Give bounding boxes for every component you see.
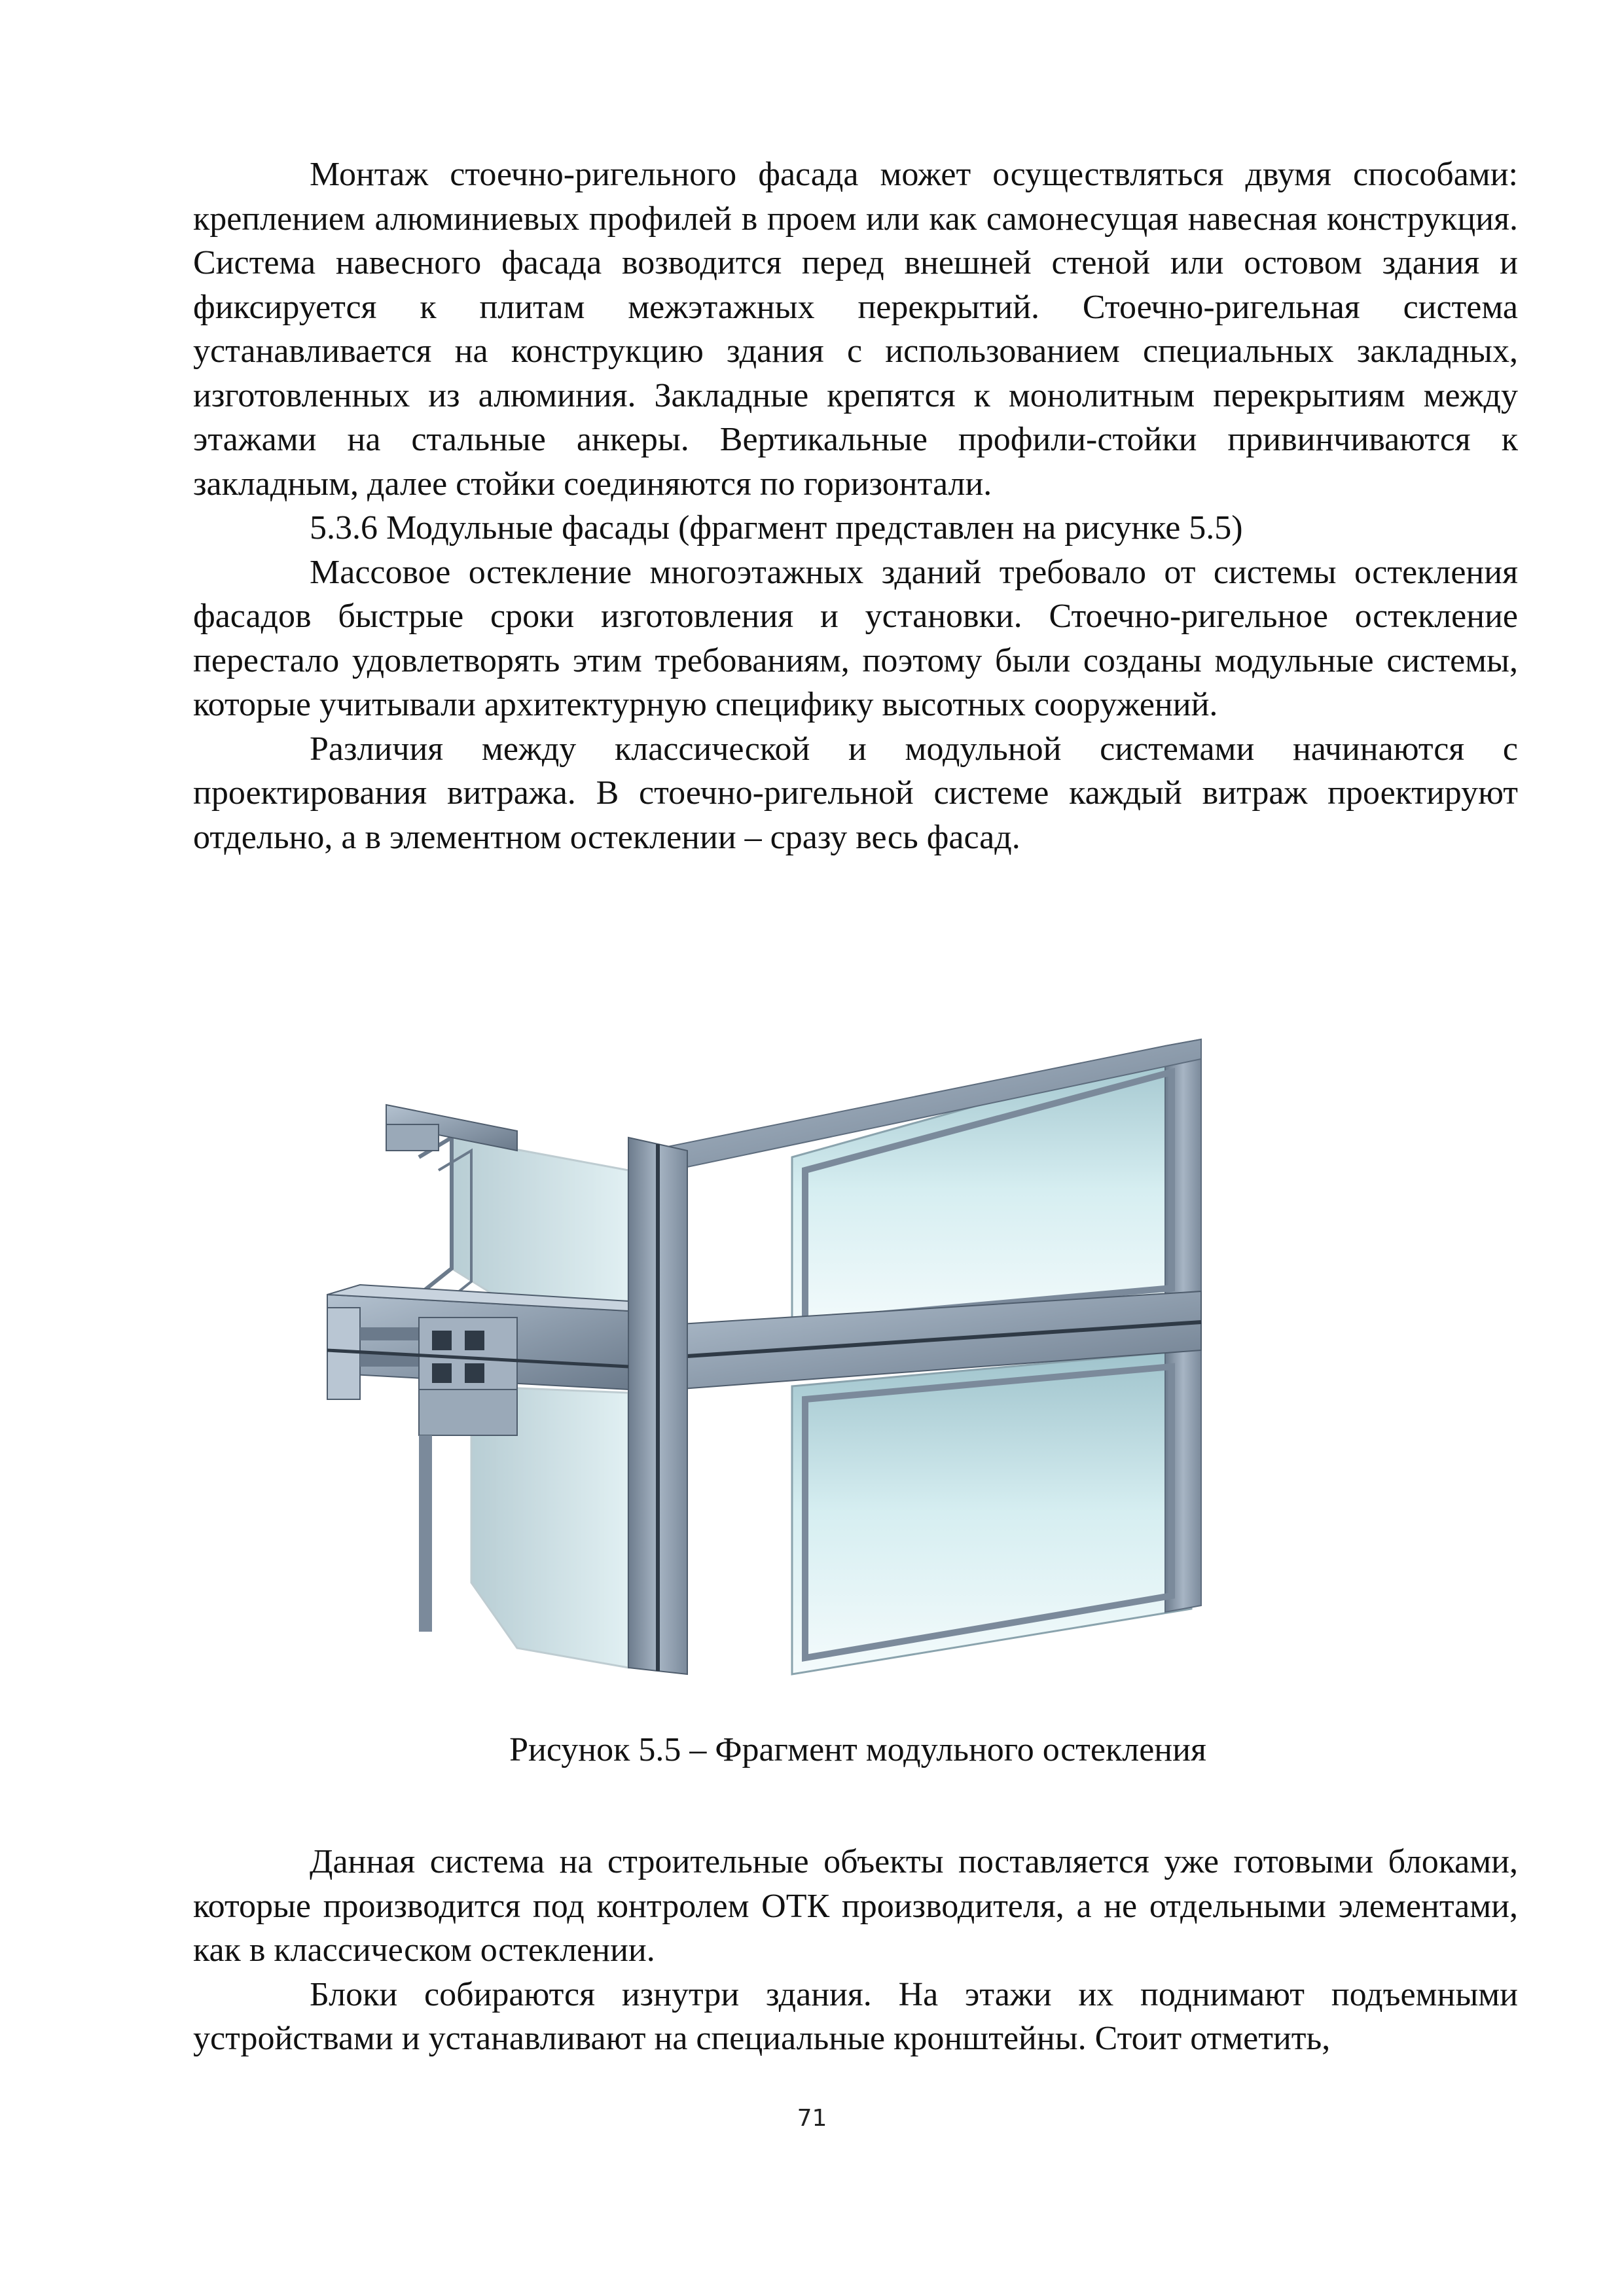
- body-text-bottom: [193, 1840, 1518, 2061]
- paragraph: Монтаж стоечно-ригельного фасада может осуществляться двумя способами: креплением алюминиевых профилей в проем или как самонесущая навесная конструкция. Система навесного фасада возводится перед внешней стеной или остовом здания и фиксируется к плитам межэтажных перекрытий. Стоечно-ригельная система устанавливается на конструкцию здания с использованием специальных закладных, изготовленных из алюминия. Закладные крепятся к монолитным перекрытиям между этажами на стальные анкеры. Вертикальные профили-стойки привинчиваются к закладным, далее стойки соединяются по горизонтали.: [193, 156, 1518, 503]
- section-heading: 5.3.6 Модульные фасады (фрагмент представлен на рисунке 5.5): [310, 509, 1243, 547]
- paragraph: Различия между классической и модульной системами начинаются с проектирования витража. В стоечно-ригельной системе каждый витраж проектируют отдельно, а в элементном остеклении – сразу весь фасад.: [193, 730, 1518, 856]
- paragraph: Блоки собираются изнутри здания. На этажи их поднимают подъемными устройствами и устанавливают на специальные кронштейны. Стоит отметить,: [193, 1975, 1518, 2057]
- page-number: 71: [797, 2105, 827, 2132]
- paragraph: Данная система на строительные объекты поставляется уже готовыми блоками, которые производится под контролем ОТК производителя, а не отдельными элементами, как в классическом остеклении.: [193, 1843, 1518, 1969]
- figure-caption: Рисунок 5.5 – Фрагмент модульного остекления: [509, 1731, 1206, 1768]
- paragraph: Массовое остекление многоэтажных зданий требовало от системы остекления фасадов быстрые сроки изготовления и установки. Стоечно-ригельное остекление перестало удовлетворять этим требованиям, поэтому были созданы модульные системы, которые учитывали архитектурную специфику высотных сооружений.: [193, 553, 1518, 723]
- figure-modular-glazing: [321, 1020, 1237, 1681]
- body-text-top: [193, 152, 1518, 859]
- modular-glazing-illustration: [321, 1020, 1237, 1681]
